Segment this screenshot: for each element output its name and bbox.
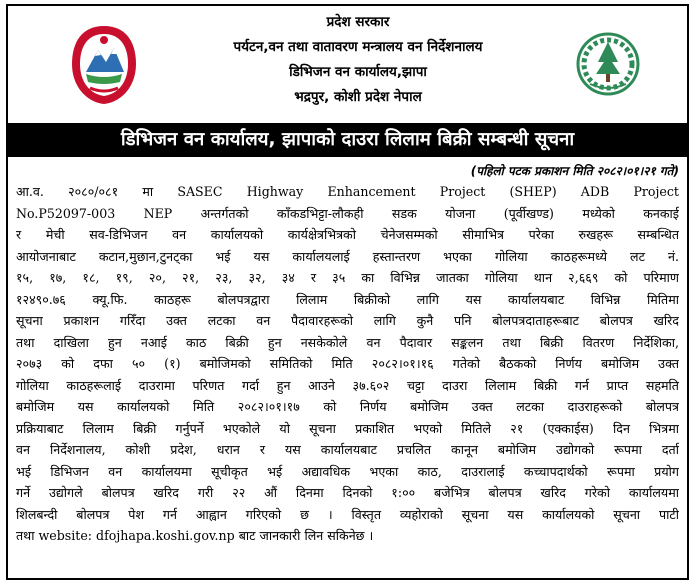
forest-office-emblem-icon	[576, 28, 640, 104]
nepal-government-emblem-icon	[68, 24, 140, 106]
notice-title: डिभिजन वन कार्यालय, झापाको दाउरा लिलाम बिक्री सम्बन्धी सूचना	[8, 123, 687, 157]
body-line-website: तथा website: dfojhapa.koshi.gov.np बाट जानकारी लिन सकिनेछ ।	[16, 528, 374, 543]
office-heading	[158, 10, 558, 110]
body-line: १५, १७, १८, १९, २०, २१, २३, ३२, ३४ र ३५ का विभिन्न जातका गोलिया थान २,६६९ को परिमाण	[16, 270, 679, 285]
body-line: शिलबन्दी बोलपत्र पेश गर्न आह्वान गरिएको छ । विस्तृत व्यहोराको सूचना यस कार्यालयको सूचना पाटी	[16, 506, 679, 522]
body-line: सूचना प्रकाशन गरिँदा उक्त लटका वन पैदावारहरूको लागि कुनै पनि बोलपत्रदाताहरूबाट बोलपत्र खरिद	[16, 313, 679, 328]
publication-date-note: (पहिलो पटक प्रकाशन मिति २०८२।०१।२१ गते)	[470, 164, 679, 178]
office-name-heading: डिभिजन वन कार्यालय,झापा	[289, 64, 427, 80]
body-line: वन निर्देशनालय, कोशी प्रदेश, धरान र यस कार्यालयबाट प्रचलित कानून बमोजिम उद्योगको रूपमा दर्ता	[16, 442, 679, 457]
body-line: र मेची सव-डिभिजन वन कार्यालयको कार्यक्षेत्रभित्रको चेनेजसम्मको सीमाभित्र परेका रुखहरू सम्बन्धित	[16, 227, 679, 242]
notice-document	[6, 4, 689, 580]
body-line: आ.व. २०८०/०८१ मा SASEC Highway Enhancement Project (SHEP) ADB Project	[16, 184, 679, 199]
notice-body	[16, 181, 679, 547]
body-line: No.P52097-003 NEP अन्तर्गतको काँकडभिट्टा-लौकही सडक योजना (पूर्वीखण्ड) मध्येको कनकाई	[16, 205, 679, 221]
body-line: गर्ने उद्योगले बोलपत्र खरिद गरी २२ औं दिनमा दिनको १:०० बजेभित्र बोलपत्र खरिद गरेको कार्यालयमा	[16, 485, 679, 500]
body-line: गोलिया काठहरूलाई दाउरामा परिणत गर्दा हुन आउने ३७.६०२ चट्टा दाउरा लिलाम बिक्री गर्न प्राप्त सहमति	[16, 377, 679, 393]
notice-header	[8, 6, 687, 124]
body-line: आयोजनाबाट कटान,मुछान,टुनट्का भई यस कार्यालयलाई हस्तान्तरण भएका गोलिया काठहरूमध्ये लट नं.	[16, 248, 679, 264]
body-line: १२४९०.७६ क्यू.फि. काठहरू बोलपत्रद्वारा लिलाम बिक्रीको लागि यस कार्यालयबाट विभिन्न मितिमा	[16, 291, 679, 307]
province-government-heading: प्रदेश सरकार	[326, 14, 390, 30]
body-line: २०७३ को दफा ५० (१) बमोजिमको समितिको मिति २०८२।०१।१६ गतेको बैठकको निर्णय बमोजिम उक्त	[16, 356, 679, 371]
body-line: भई डिभिजन वन कार्यालयमा सूचीकृत भई अद्यावधिक भएका काठ, दाउरालाई कच्चापदार्थको रूपमा प्रयोग	[16, 463, 679, 479]
body-line: बमोजिम यस कार्यालयको मिति २०८२।०१।१७ को निर्णय बमोजिम उक्त लटका दाउराहरूको बोलपत्र	[16, 399, 679, 414]
office-address-heading: भद्रपुर, कोशी प्रदेश नेपाल	[294, 89, 422, 105]
ministry-heading: पर्यटन,वन तथा वातावरण मन्त्रालय वन निर्देशनालय	[233, 39, 483, 55]
body-line: प्रक्रियाबाट लिलाम बिक्री गर्नुपर्ने भएकोले यो सूचना प्रकाशित भएको मितिले २१ (एक्काईस) दिन भित्रमा	[16, 420, 679, 436]
body-line: तथा दाखिला हुन नआई काठ बिक्री हुन नसकेकोले वन पैदावार सङ्कलन तथा बिक्री वितरण निर्देशिका,	[16, 334, 679, 350]
